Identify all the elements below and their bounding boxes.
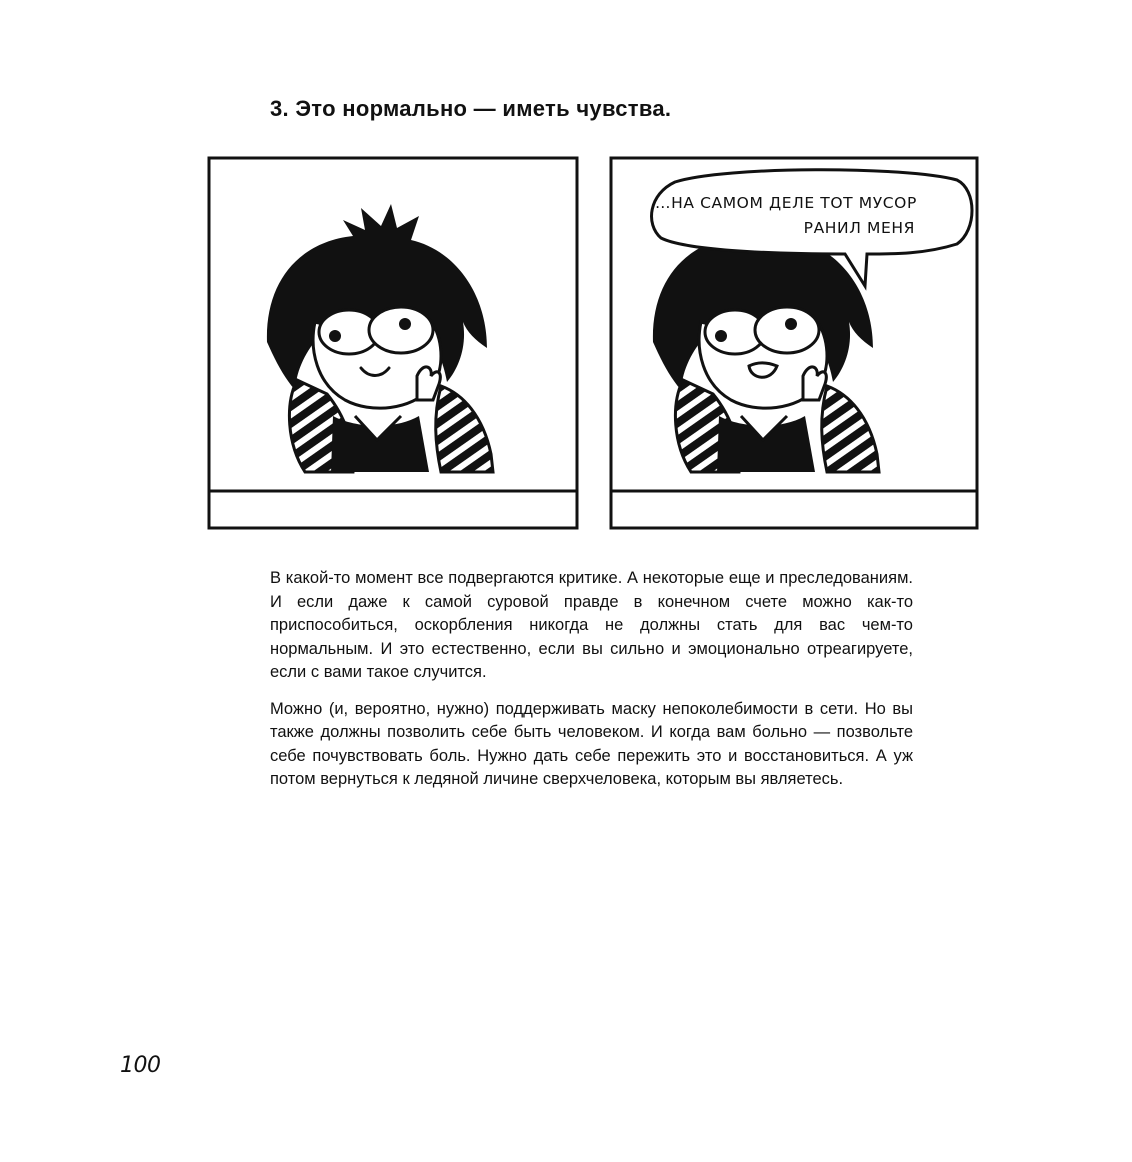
comic-strip bbox=[205, 154, 983, 532]
paragraph: В какой-то момент все подвергаются критике. А некоторые еще и преследованиям. И если даже к самой суровой правде в конечном счете можно как-то приспособиться, оскорбления никогда не должны стать для вас чем-то нормальным. И это естественно, если вы сильно и эмоционально отреагируете, если с вами такое случится. bbox=[270, 569, 913, 681]
section-heading: 3. Это нормально — иметь чувства. bbox=[270, 96, 672, 121]
paragraph: Можно (и, вероятно, нужно) поддерживать маску непоколебимости в сети. Но вы также должны позволить себе быть человеком. И когда вам больно — позвольте себе почувствовать боль. Нужно дать себе пережить это и восстановиться. А уж потом вернуться к ледяной личине сверхчеловека, которым вы являетесь. bbox=[270, 699, 913, 788]
body-text bbox=[270, 567, 913, 805]
speech-text-line-2: РАНИЛ МЕНЯ bbox=[803, 219, 915, 237]
comic-panel-right bbox=[611, 158, 977, 528]
page-number: 100 bbox=[120, 1053, 161, 1078]
speech-text-line-1: …НА САМОМ ДЕЛЕ ТОТ МУСОР bbox=[655, 194, 917, 212]
comic-panel-left bbox=[209, 158, 577, 528]
